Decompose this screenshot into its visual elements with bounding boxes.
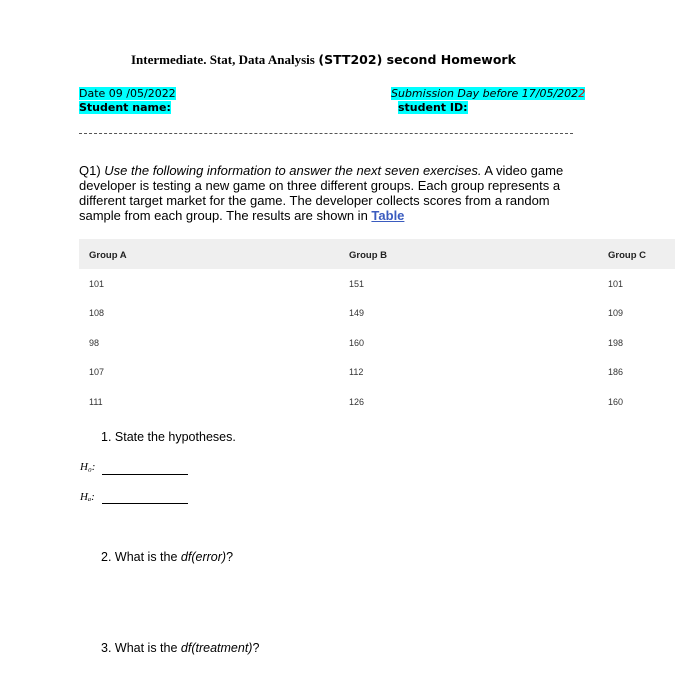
- table-cell: 98: [89, 338, 100, 348]
- null-hypothesis-label: H₀:: [80, 461, 96, 473]
- table-header-group-b: Group B: [349, 250, 387, 261]
- table-link[interactable]: Table: [371, 208, 405, 223]
- table-cell: 198: [608, 338, 624, 348]
- student-name-label: Student name:: [79, 101, 171, 114]
- title-course: Intermediate. Stat, Data Analysis: [131, 52, 315, 67]
- item-3: 3. What is the df(treatment)?: [101, 641, 260, 655]
- divider: [79, 133, 573, 134]
- item-2: 2. What is the df(error)?: [101, 550, 234, 564]
- table-cell: 109: [608, 308, 624, 318]
- alt-hypothesis-label: Hₐ:: [80, 491, 95, 503]
- table-header-group-c: Group C: [608, 250, 646, 261]
- table-header-group-a: Group A: [89, 250, 127, 261]
- table-cell: 111: [89, 397, 103, 407]
- table-cell: 112: [349, 367, 364, 377]
- table-cell: 151: [349, 279, 365, 289]
- table-cell: 149: [349, 308, 365, 318]
- alt-hypothesis-blank[interactable]: [102, 503, 188, 504]
- question-instruction: Use the following information to answer the next seven exercises.: [104, 163, 482, 178]
- question-label: Q1): [79, 163, 101, 178]
- table-cell: 101: [608, 279, 624, 289]
- table-cell: 160: [349, 338, 365, 348]
- table-cell: 101: [89, 279, 105, 289]
- table-cell: 186: [608, 367, 624, 377]
- table-cell: 108: [89, 308, 105, 318]
- question-body: A video game developer is testing a new game on three different groups. Each group represents a different target market for the game. The developer collects scores from a random sample from each group. The results are shown in: [79, 163, 564, 223]
- null-hypothesis-blank[interactable]: [102, 474, 188, 475]
- table-cell: 126: [349, 397, 365, 407]
- item-1: 1. State the hypotheses.: [101, 430, 236, 444]
- submission-deadline: Submission Day before 17/05/2022: [391, 87, 586, 100]
- page-title: [131, 52, 516, 68]
- title-homework: (STT202) second Homework: [318, 52, 516, 67]
- table-cell: 160: [608, 397, 624, 407]
- question-1: [79, 163, 574, 223]
- student-id-label: student ID:: [398, 101, 468, 114]
- table-cell: 107: [89, 367, 105, 377]
- date-line: Date 09 /05/2022: [79, 87, 176, 100]
